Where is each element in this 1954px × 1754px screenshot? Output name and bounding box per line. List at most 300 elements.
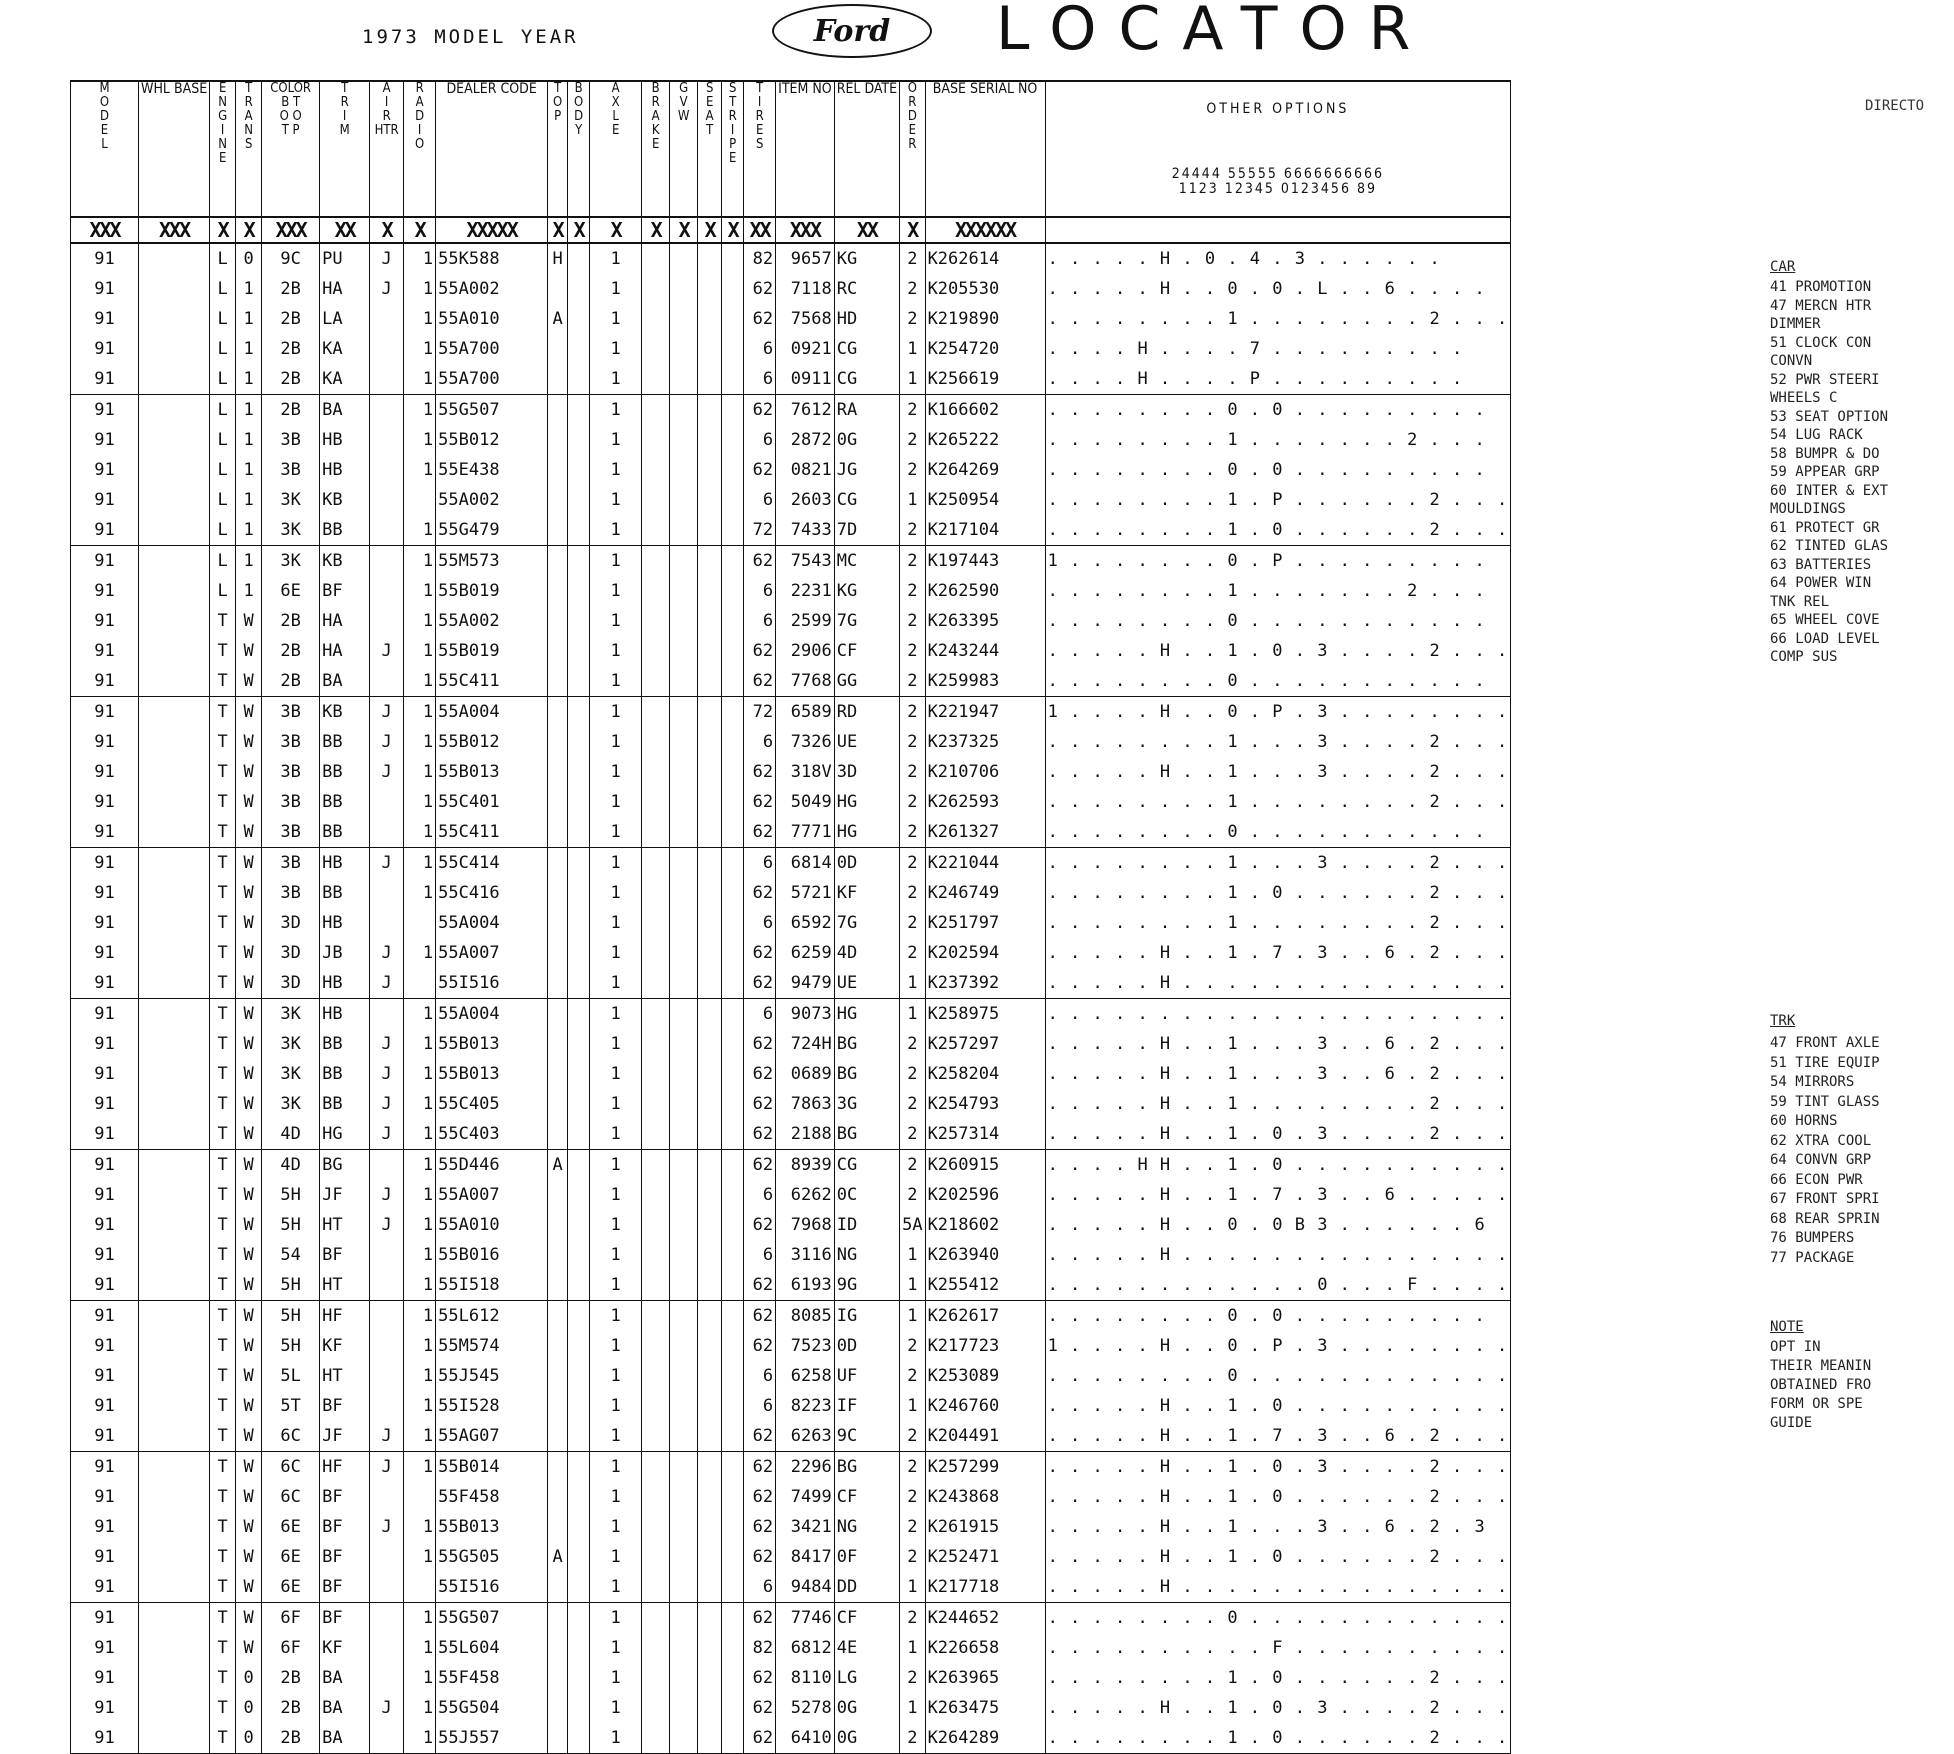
- cell-color: 6F: [262, 1603, 320, 1634]
- cell-tr: W: [236, 817, 262, 848]
- cell-opts: . . . . H . . . . P . . . . . . . . .: [1045, 364, 1511, 395]
- cell-model: 91: [71, 636, 139, 666]
- truck-section-heading: TRK: [1770, 1013, 1796, 1029]
- cell-dealer: 55I518: [436, 1270, 548, 1301]
- cell-radio: 1: [404, 1512, 436, 1542]
- cell-trim: BA: [320, 666, 370, 697]
- cell-empty: [698, 606, 722, 636]
- header-letter: X: [611, 95, 620, 110]
- cell-empty: [568, 364, 590, 395]
- cell-empty: [722, 515, 744, 546]
- cell-air: [370, 1542, 404, 1572]
- cell-trim: HB: [320, 968, 370, 999]
- cell-ord: 2: [900, 1331, 925, 1361]
- cell-opts: . . . . . . . . . . . . 0 . . . F . . . .: [1045, 1270, 1511, 1301]
- cell-radio: 1: [404, 757, 436, 787]
- cell-air: J: [370, 727, 404, 757]
- cell-empty: [670, 1723, 698, 1754]
- cell-color: 5T: [262, 1391, 320, 1421]
- cell-empty: [722, 1029, 744, 1059]
- cell-empty: [642, 1089, 670, 1119]
- cell-trim: BB: [320, 727, 370, 757]
- cell-empty: [722, 1301, 744, 1332]
- col-top: [548, 81, 568, 217]
- cell-empty: [568, 1603, 590, 1634]
- header-letter: I: [384, 95, 389, 110]
- cell-empty: [670, 425, 698, 455]
- cell-rel: CG: [834, 334, 899, 364]
- cell-empty: [698, 848, 722, 879]
- cell-color: 2B: [262, 274, 320, 304]
- cell-opts: . . . . . . . . . . F . . . . . . . . . .: [1045, 1633, 1511, 1663]
- cell-empty: [670, 455, 698, 485]
- cell-item: 318V: [776, 757, 835, 787]
- cell-color: 54: [262, 1240, 320, 1270]
- note-line: THEIR MEANIN: [1770, 1358, 1872, 1374]
- cell-top: [548, 968, 568, 999]
- cell-empty: [670, 878, 698, 908]
- cell-tr: 1: [236, 425, 262, 455]
- cell-empty: [698, 304, 722, 334]
- cell-serial: K246760: [925, 1391, 1045, 1421]
- cell-item: 6814: [776, 848, 835, 879]
- table-row: [71, 606, 1511, 636]
- header-letter: S: [244, 137, 253, 152]
- cell-empty: [642, 1150, 670, 1181]
- cell-empty: [139, 1542, 210, 1572]
- col-order-type: [900, 81, 925, 217]
- cell-dealer: 55G505: [436, 1542, 548, 1572]
- cell-empty: [139, 757, 210, 787]
- cell-serial: K263475: [925, 1693, 1045, 1723]
- header-letter: M: [99, 81, 110, 96]
- header-letter: O: [907, 81, 917, 96]
- cell-trim: HT: [320, 1210, 370, 1240]
- cell-trim: BF: [320, 1391, 370, 1421]
- cell-empty: [139, 1482, 210, 1512]
- cell-empty: [568, 1029, 590, 1059]
- table-row: [71, 395, 1511, 426]
- cell-empty: [722, 1482, 744, 1512]
- cell-air: J: [370, 1512, 404, 1542]
- cell-dealer: 55C401: [436, 787, 548, 817]
- cell-empty: [568, 999, 590, 1030]
- cell-serial: K262614: [925, 243, 1045, 274]
- cell-empty: [568, 515, 590, 546]
- cell-model: 91: [71, 1059, 139, 1089]
- cell-empty: [568, 546, 590, 577]
- cell-color: 2B: [262, 1723, 320, 1754]
- cell-radio: 1: [404, 425, 436, 455]
- cell-top: [548, 848, 568, 879]
- cell-empty: [139, 1633, 210, 1663]
- table-row: [71, 1603, 1511, 1634]
- cell-empty: [642, 1572, 670, 1603]
- cell-radio: 1: [404, 274, 436, 304]
- cell-opts: . . . . . H . . 1 . 7 . 3 . . 6 . 2 . . .: [1045, 1421, 1511, 1452]
- cell-serial: K259983: [925, 666, 1045, 697]
- truck-option-item: 77 PACKAGE: [1770, 1249, 1855, 1266]
- cell-opts: . . . . . H . . 1 . 7 . 3 . . 6 . 2 . . .: [1045, 938, 1511, 968]
- cell-opts: . . . . . . . . 1 . . . . . . . 2 . . .: [1045, 425, 1511, 455]
- table-row: [71, 576, 1511, 606]
- cell-empty: [568, 938, 590, 968]
- cell-tires: 62: [744, 666, 776, 697]
- cell-serial: K205530: [925, 274, 1045, 304]
- cell-axle: 1: [590, 1270, 642, 1301]
- cell-radio: 1: [404, 1180, 436, 1210]
- cell-opts: . . . . . H . . . . . . . . . . . . . . .: [1045, 1240, 1511, 1270]
- cell-dealer: 55I528: [436, 1391, 548, 1421]
- col-gvw: [670, 81, 698, 217]
- cell-top: [548, 274, 568, 304]
- cell-eng: L: [210, 243, 236, 274]
- cell-rel: UE: [834, 727, 899, 757]
- header-letter: T P: [281, 123, 300, 138]
- cell-color: 6C: [262, 1452, 320, 1483]
- header-letter: E: [651, 137, 660, 152]
- cell-empty: [568, 485, 590, 515]
- cell-item: 8110: [776, 1663, 835, 1693]
- cell-opts: . . . . . H . . 1 . 0 . 3 . . . . 2 . . .: [1045, 1452, 1511, 1483]
- cell-axle: 1: [590, 1482, 642, 1512]
- cell-empty: [698, 878, 722, 908]
- cell-serial: K217718: [925, 1572, 1045, 1603]
- header-letter: S: [728, 81, 737, 96]
- cell-tires: 62: [744, 546, 776, 577]
- header-letter: M: [339, 123, 350, 138]
- cell-axle: 1: [590, 787, 642, 817]
- cell-model: 91: [71, 1180, 139, 1210]
- cell-empty: [698, 243, 722, 274]
- cell-axle: 1: [590, 1361, 642, 1391]
- cell-axle: 1: [590, 515, 642, 546]
- cell-opts: . . . . . . . . 1 . . . . . . . . 2 . . .: [1045, 304, 1511, 334]
- cell-axle: 1: [590, 1542, 642, 1572]
- cell-air: [370, 515, 404, 546]
- cell-tr: W: [236, 697, 262, 728]
- cell-color: 2B: [262, 606, 320, 636]
- cell-empty: [642, 1421, 670, 1452]
- header-letter: E: [611, 123, 620, 138]
- cell-ord: 1: [900, 1240, 925, 1270]
- cell-empty: [139, 243, 210, 274]
- cell-rel: 0G: [834, 425, 899, 455]
- cell-eng: T: [210, 666, 236, 697]
- cell-empty: [670, 1089, 698, 1119]
- cell-empty: [670, 999, 698, 1030]
- cell-serial: K258975: [925, 999, 1045, 1030]
- cell-axle: 1: [590, 1150, 642, 1181]
- cell-empty: [670, 576, 698, 606]
- cell-top: [548, 546, 568, 577]
- header-letter: R: [651, 95, 660, 110]
- cell-empty: [568, 1331, 590, 1361]
- cell-radio: 1: [404, 1240, 436, 1270]
- car-option-item: 63 BATTERIES: [1770, 556, 1872, 573]
- cell-opts: . . . . . H . . 0 . 0 . L . . 6 . . . .: [1045, 274, 1511, 304]
- cell-empty: [568, 1723, 590, 1754]
- cell-opts: . . . . . H . . 1 . 0 . 3 . . . . 2 . . .: [1045, 1693, 1511, 1723]
- cell-top: [548, 1693, 568, 1723]
- cell-empty: [722, 1633, 744, 1663]
- car-option-item: 58 BUMPR & DO: [1770, 445, 1880, 462]
- cell-trim: BA: [320, 1693, 370, 1723]
- cell-axle: 1: [590, 395, 642, 426]
- cell-empty: [698, 576, 722, 606]
- cell-tr: W: [236, 1361, 262, 1391]
- cell-item: 6589: [776, 697, 835, 728]
- cell-trim: PU: [320, 243, 370, 274]
- cell-empty: [568, 1119, 590, 1150]
- cell-tires: 62: [744, 1603, 776, 1634]
- cell-axle: 1: [590, 1059, 642, 1089]
- header-letter: O O: [279, 109, 302, 124]
- cell-ord: 1: [900, 1301, 925, 1332]
- header-letter: T: [341, 81, 349, 96]
- cell-empty: [670, 1240, 698, 1270]
- cell-empty: [698, 1180, 722, 1210]
- locator-table: [70, 80, 1511, 1754]
- cell-eng: T: [210, 1512, 236, 1542]
- cell-air: [370, 787, 404, 817]
- cell-dealer: 55B012: [436, 425, 548, 455]
- cell-ord: 2: [900, 817, 925, 848]
- cell-opts: . . . . . . . . 1 . . . . . . . 2 . . .: [1045, 576, 1511, 606]
- cell-air: [370, 817, 404, 848]
- table-row: [71, 1180, 1511, 1210]
- cell-top: [548, 666, 568, 697]
- cell-model: 91: [71, 968, 139, 999]
- cell-empty: [670, 1603, 698, 1634]
- cell-rel: 7G: [834, 606, 899, 636]
- cell-air: J: [370, 243, 404, 274]
- cell-trim: HT: [320, 1361, 370, 1391]
- cell-radio: [404, 968, 436, 999]
- car-option-item: 62 TINTED GLAS: [1770, 538, 1889, 554]
- cell-tires: 62: [744, 1089, 776, 1119]
- cell-model: 91: [71, 1240, 139, 1270]
- cell-dealer: 55L604: [436, 1633, 548, 1663]
- cell-rel: KG: [834, 576, 899, 606]
- cell-color: 5H: [262, 1270, 320, 1301]
- cell-axle: 1: [590, 425, 642, 455]
- header-letter: S: [755, 137, 764, 152]
- cell-item: 7746: [776, 1603, 835, 1634]
- cell-trim: BF: [320, 576, 370, 606]
- cell-empty: [139, 727, 210, 757]
- cell-opts: . . . . . . . . 1 . P . . . . . . 2 . . .: [1045, 485, 1511, 515]
- cell-axle: 1: [590, 968, 642, 999]
- cell-top: [548, 515, 568, 546]
- cell-empty: [670, 1572, 698, 1603]
- cell-empty: [698, 1210, 722, 1240]
- col-seat: [698, 81, 722, 217]
- cell-tr: W: [236, 1270, 262, 1301]
- cell-eng: T: [210, 757, 236, 787]
- cell-empty: [722, 848, 744, 879]
- cell-tr: W: [236, 1301, 262, 1332]
- cell-trim: JF: [320, 1180, 370, 1210]
- cell-empty: [139, 364, 210, 395]
- cell-empty: [139, 1150, 210, 1181]
- cell-radio: 1: [404, 243, 436, 274]
- cell-empty: [139, 817, 210, 848]
- car-section-heading: CAR: [1770, 259, 1796, 275]
- cell-tr: W: [236, 1482, 262, 1512]
- car-option-item: COMP SUS: [1770, 649, 1838, 665]
- cell-air: [370, 395, 404, 426]
- cell-serial: K218602: [925, 1210, 1045, 1240]
- cell-opts: . . . . . . . . 0 . . . . . . . . . . .: [1045, 606, 1511, 636]
- cell-tr: W: [236, 1119, 262, 1150]
- cell-item: 6812: [776, 1633, 835, 1663]
- cell-empty: [722, 999, 744, 1030]
- cell-serial: K250954: [925, 485, 1045, 515]
- cell-tr: W: [236, 968, 262, 999]
- cell-eng: T: [210, 1180, 236, 1210]
- cell-empty: [642, 1723, 670, 1754]
- cell-top: [548, 1421, 568, 1452]
- cell-tires: 62: [744, 1452, 776, 1483]
- header-letter: E: [100, 123, 109, 138]
- cell-empty: [568, 1301, 590, 1332]
- cell-air: J: [370, 697, 404, 728]
- cell-color: 2B: [262, 364, 320, 395]
- cell-radio: 1: [404, 817, 436, 848]
- cell-eng: T: [210, 1119, 236, 1150]
- cell-rel: GG: [834, 666, 899, 697]
- cell-rel: IG: [834, 1301, 899, 1332]
- cell-air: J: [370, 1452, 404, 1483]
- header-letter: T: [729, 95, 737, 110]
- cell-empty: [568, 304, 590, 334]
- cell-dealer: 55J557: [436, 1723, 548, 1754]
- cell-eng: T: [210, 878, 236, 908]
- car-option-item: 61 PROTECT GR: [1770, 519, 1880, 536]
- cell-tires: 62: [744, 1059, 776, 1089]
- cell-trim: BA: [320, 395, 370, 426]
- cell-ord: 2: [900, 304, 925, 334]
- cell-empty: [139, 1180, 210, 1210]
- cell-tr: W: [236, 787, 262, 817]
- header-letter: O: [99, 95, 110, 110]
- cell-empty: [642, 515, 670, 546]
- cell-top: [548, 1723, 568, 1754]
- cell-model: 91: [71, 485, 139, 515]
- cell-empty: [722, 485, 744, 515]
- cell-tr: W: [236, 1150, 262, 1181]
- cell-empty: [722, 697, 744, 728]
- cell-tr: W: [236, 1331, 262, 1361]
- cell-empty: [139, 848, 210, 879]
- cell-top: [548, 1180, 568, 1210]
- table-row: [71, 1119, 1511, 1150]
- header-letter: T: [756, 81, 764, 96]
- cell-empty: [642, 455, 670, 485]
- cell-trim: BF: [320, 1603, 370, 1634]
- cell-tires: 62: [744, 1301, 776, 1332]
- cell-item: 7118: [776, 274, 835, 304]
- cell-item: 3116: [776, 1240, 835, 1270]
- cell-rel: DD: [834, 1572, 899, 1603]
- cell-trim: BF: [320, 1482, 370, 1512]
- cell-dealer: 55F458: [436, 1482, 548, 1512]
- cell-air: [370, 666, 404, 697]
- cell-air: [370, 546, 404, 577]
- cell-opts: . . . . . H . . 1 . . . 3 . . 6 . 2 . 3: [1045, 1512, 1511, 1542]
- cell-eng: L: [210, 455, 236, 485]
- cell-tr: W: [236, 636, 262, 666]
- cell-opts: . . . . . H . . 1 . 0 . . . . . . . . . .: [1045, 1391, 1511, 1421]
- cell-trim: LA: [320, 304, 370, 334]
- cell-item: 7568: [776, 304, 835, 334]
- cell-item: 3421: [776, 1512, 835, 1542]
- cell-axle: 1: [590, 1633, 642, 1663]
- cell-trim: HB: [320, 908, 370, 938]
- cell-item: 2872: [776, 425, 835, 455]
- col-radio: [404, 81, 436, 217]
- cell-rel: NG: [834, 1240, 899, 1270]
- cell-tires: 62: [744, 455, 776, 485]
- cell-tr: 1: [236, 576, 262, 606]
- cell-color: 2B: [262, 395, 320, 426]
- header-letter: E: [908, 123, 917, 138]
- cell-model: 91: [71, 1331, 139, 1361]
- cell-dealer: 55M573: [436, 546, 548, 577]
- header-letter: A: [611, 81, 620, 96]
- cell-top: [548, 1270, 568, 1301]
- cell-tires: 62: [744, 1119, 776, 1150]
- cell-dealer: 55A010: [436, 1210, 548, 1240]
- cell-empty: [670, 1301, 698, 1332]
- cell-empty: [670, 1391, 698, 1421]
- cell-empty: [568, 1633, 590, 1663]
- cell-opts: . . . . . . . . 0 . 0 . . . . . . . . .: [1045, 1301, 1511, 1332]
- cell-serial: K263395: [925, 606, 1045, 636]
- cell-opts: . . . . . . . . 1 . 0 . . . . . . 2 . . .: [1045, 1723, 1511, 1754]
- cell-radio: 1: [404, 1542, 436, 1572]
- cell-rel: 0D: [834, 848, 899, 879]
- cell-empty: [698, 1391, 722, 1421]
- cell-color: 2B: [262, 1693, 320, 1723]
- cell-trim: HA: [320, 274, 370, 304]
- cell-air: J: [370, 1059, 404, 1089]
- truck-option-item: 51 TIRE EQUIP: [1770, 1054, 1880, 1071]
- cell-empty: [698, 1421, 722, 1452]
- cell-tires: 72: [744, 515, 776, 546]
- cell-tires: 62: [744, 1421, 776, 1452]
- cell-empty: [670, 848, 698, 879]
- cell-ord: 1: [900, 1391, 925, 1421]
- cell-rel: HG: [834, 817, 899, 848]
- cell-empty: [642, 1693, 670, 1723]
- cell-axle: 1: [590, 848, 642, 879]
- header-letter: L: [101, 137, 108, 152]
- cell-empty: [670, 1029, 698, 1059]
- cell-color: 6E: [262, 576, 320, 606]
- table-row: [71, 455, 1511, 485]
- cell-item: 9479: [776, 968, 835, 999]
- cell-dealer: 55B019: [436, 636, 548, 666]
- header-letter: A: [244, 109, 253, 124]
- cell-axle: 1: [590, 606, 642, 636]
- cell-ord: 2: [900, 606, 925, 636]
- cell-air: [370, 304, 404, 334]
- cell-empty: [642, 878, 670, 908]
- cell-tires: 62: [744, 968, 776, 999]
- cell-empty: [698, 1542, 722, 1572]
